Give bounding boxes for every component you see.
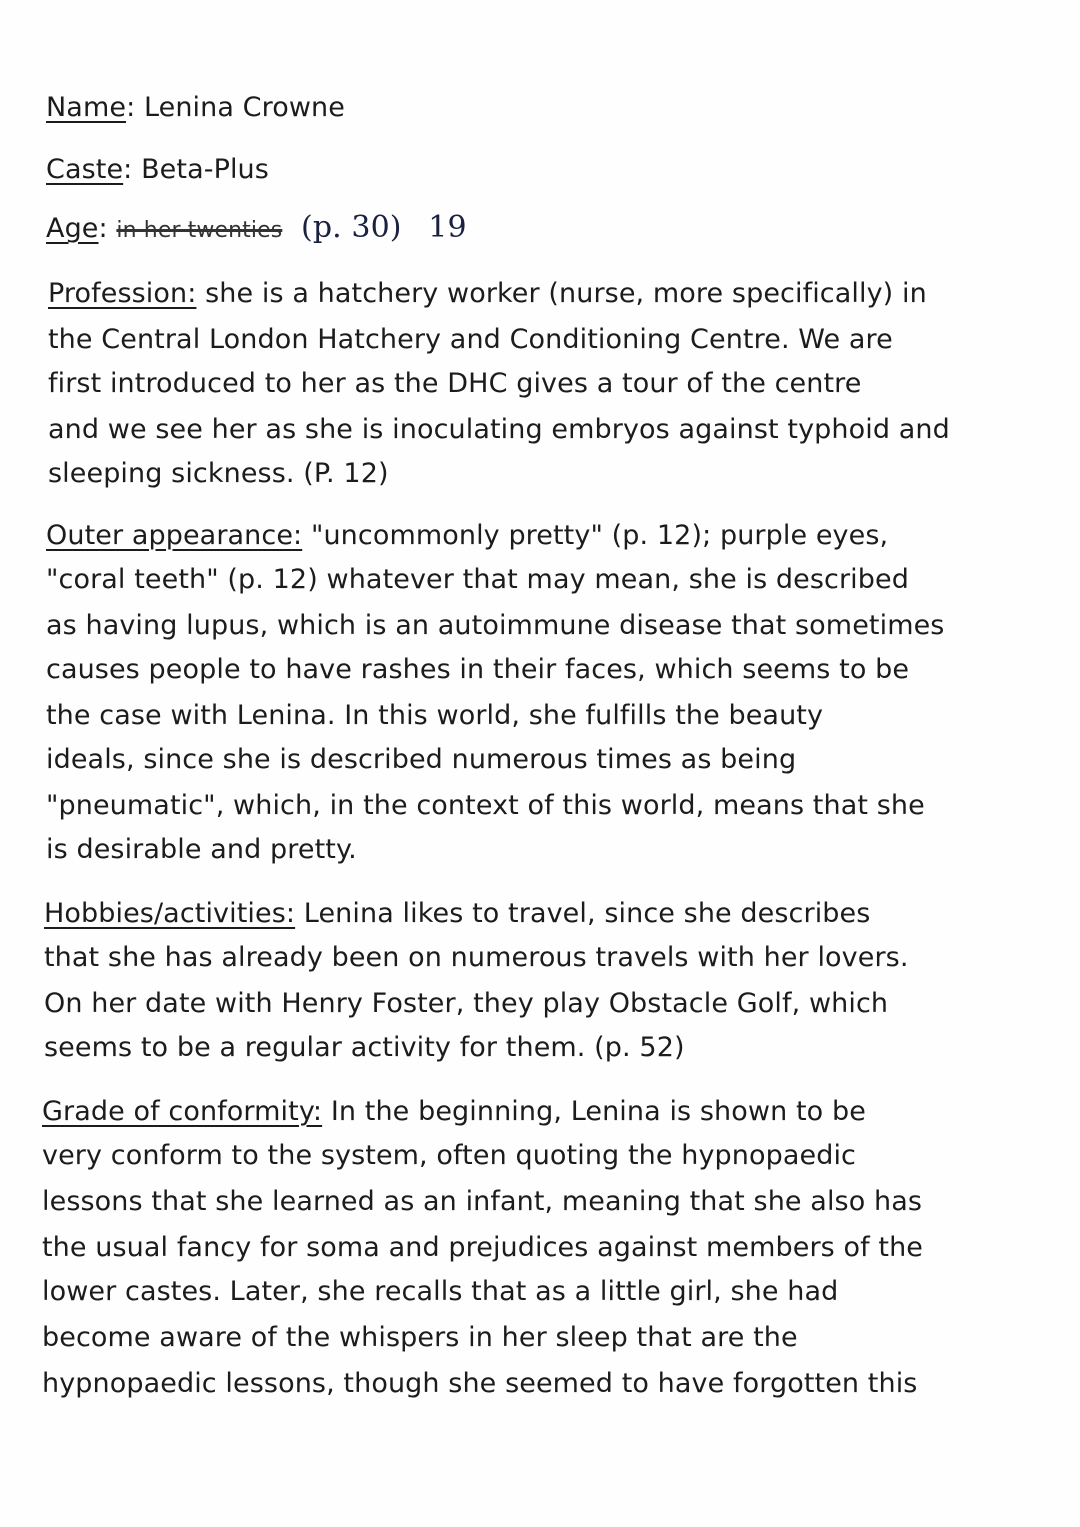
hobbies-line: On her date with Henry Foster, they play Obstacle Golf, which	[44, 988, 889, 1019]
appearance-line: ideals, since she is described numerous times as being	[46, 744, 797, 775]
age-label: Age	[46, 213, 99, 244]
caste-value: Beta-Plus	[141, 154, 269, 185]
appearance-line: the case with Lenina. In this world, she fulfills the beauty	[46, 700, 824, 731]
age-handwritten-value: 19	[428, 210, 467, 245]
profession-line: the Central London Hatchery and Conditioning Centre. We are	[48, 324, 893, 355]
caste-label: Caste	[46, 154, 124, 185]
appearance-line: Outer appearance: "uncommonly pretty" (p. 12); purple eyes,	[46, 520, 889, 551]
appearance-line: as having lupus, which is an autoimmune disease that sometimes	[46, 610, 945, 641]
age-page-note: (p. 30)	[301, 210, 402, 245]
name-field: Name: Lenina Crowne	[46, 92, 345, 123]
conformity-label: Grade of conformity:	[42, 1096, 323, 1127]
appearance-line: causes people to have rashes in their faces, which seems to be	[46, 654, 910, 685]
conformity-line: lower castes. Later, she recalls that as a little girl, she had	[42, 1276, 839, 1307]
hobbies-line: seems to be a regular activity for them. (p. 52)	[44, 1032, 685, 1063]
age-struck-value: in her twenties	[116, 218, 283, 243]
outer-appearance-label: Outer appearance:	[46, 520, 303, 551]
appearance-line: "coral teeth" (p. 12) whatever that may mean, she is described	[46, 564, 909, 595]
appearance-line: is desirable and pretty.	[46, 834, 357, 865]
conformity-line: the usual fancy for soma and prejudices against members of the	[42, 1232, 924, 1263]
conformity-line: hypnopaedic lessons, though she seemed to have forgotten this	[42, 1368, 918, 1399]
caste-field: Caste: Beta-Plus	[46, 154, 269, 185]
profession-line: and we see her as she is inoculating embryos against typhoid and	[48, 414, 950, 445]
age-field: Age: in her twenties (p. 30) 19	[46, 210, 467, 245]
appearance-line: "pneumatic", which, in the context of this world, means that she	[46, 790, 925, 821]
conformity-line: lessons that she learned as an infant, meaning that she also has	[42, 1186, 923, 1217]
profession-line: Profession: she is a hatchery worker (nurse, more specifically) in	[48, 278, 927, 309]
conformity-line: very conform to the system, often quoting the hypnopaedic	[42, 1140, 856, 1171]
name-value: Lenina Crowne	[143, 92, 345, 123]
hobbies-label: Hobbies/activities:	[44, 898, 296, 929]
hobbies-line: that she has already been on numerous travels with her lovers.	[44, 942, 909, 973]
profession-label: Profession:	[48, 278, 197, 309]
name-label: Name	[46, 92, 127, 123]
profession-line: first introduced to her as the DHC gives a tour of the centre	[48, 368, 862, 399]
profession-line: sleeping sickness. (P. 12)	[48, 458, 389, 489]
conformity-line: Grade of conformity: In the beginning, Lenina is shown to be	[42, 1096, 866, 1127]
hobbies-line: Hobbies/activities: Lenina likes to travel, since she describes	[44, 898, 871, 929]
conformity-line: become aware of the whispers in her sleep that are the	[42, 1322, 798, 1353]
